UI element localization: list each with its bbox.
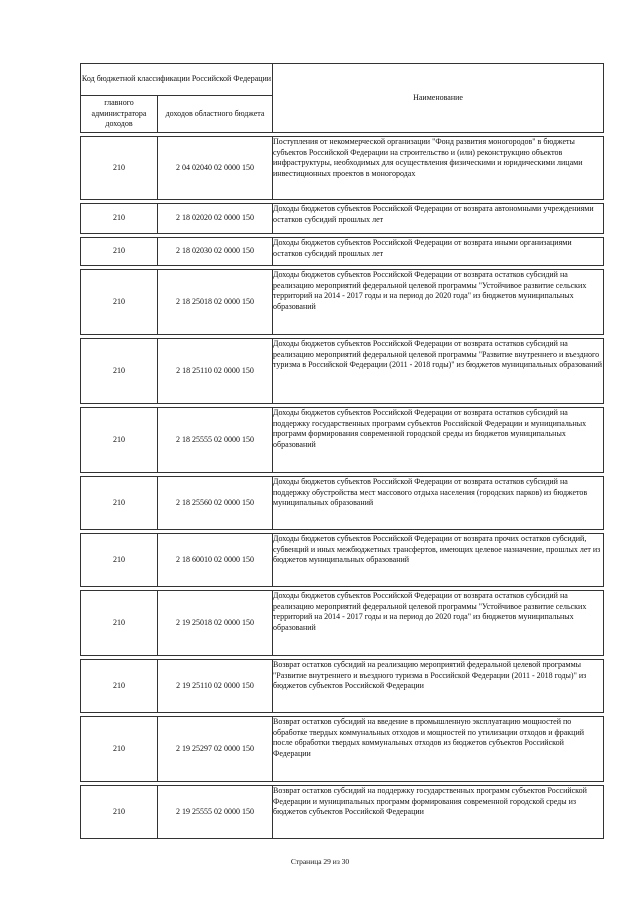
cell-revenue-name: Доходы бюджетов субъектов Российской Федерации от возврата остатков субсидий на реализацию мероприятий федеральной целевой программы "Устойчивое развитие сельских территорий на 2014 - 2017 годы и на период до 2020 года" из бюджетов муниципальных образований bbox=[273, 591, 604, 656]
cell-revenue-name: Возврат остатков субсидий на поддержку государственных программ субъектов Российской Федерации и муниципальных программ формирования современной городской среды из бюджетов субъектов Российской Федерации bbox=[273, 786, 604, 839]
cell-admin-code: 210 bbox=[81, 660, 158, 713]
cell-revenue-name: Доходы бюджетов субъектов Российской Федерации от возврата прочих остатков субсидий, субвенций и иных межбюджетных трансфертов, имеющих целевое назначение, прошлых лет из бюджетов муниципальных образований bbox=[273, 534, 604, 587]
table-body bbox=[81, 133, 604, 839]
cell-revenue-name: Доходы бюджетов субъектов Российской Федерации от возврата остатков субсидий на поддержку обустройства мест массового отдыха населения (городских парков) из бюджетов муниципальных образований bbox=[273, 477, 604, 530]
header-budget-code-group: Код бюджетной классификации Российской Федерации bbox=[81, 64, 273, 96]
header-regional-revenue: доходов областного бюджета bbox=[158, 96, 273, 133]
cell-revenue-code: 2 18 25560 02 0000 150 bbox=[158, 477, 273, 530]
cell-admin-code: 210 bbox=[81, 204, 158, 234]
cell-admin-code: 210 bbox=[81, 339, 158, 404]
cell-revenue-code: 2 18 25555 02 0000 150 bbox=[158, 408, 273, 473]
cell-revenue-name: Поступления от некоммерческой организации "Фонд развития моногородов" в бюджеты субъектов Российской Федерации на строительство и (или) реконструкцию объектов инфраструктуры, необходимых для осуществления физическими и юридическими лицами инвестиционных проектов в моногородах bbox=[273, 137, 604, 200]
cell-revenue-name: Доходы бюджетов субъектов Российской Федерации от возврата остатков субсидий на поддержку государственных программ субъектов Российской Федерации и муниципальных программ формирования современной городской среды из бюджетов муниципальных образований bbox=[273, 408, 604, 473]
cell-admin-code: 210 bbox=[81, 270, 158, 335]
cell-revenue-name: Возврат остатков субсидий на реализацию мероприятий федеральной целевой программы "Развитие внутреннего и въездного туризма в Российской Федерации (2011 - 2018 годы)" из бюджетов субъектов Российской Федерации bbox=[273, 660, 604, 713]
table-row bbox=[81, 238, 604, 266]
cell-revenue-code: 2 18 60010 02 0000 150 bbox=[158, 534, 273, 587]
cell-revenue-name: Доходы бюджетов субъектов Российской Федерации от возврата остатков субсидий на реализацию мероприятий федеральной целевой программы "Развитие внутреннего и въездного туризма в Российской Федерации (2011 - 2018 годы)" из бюджетов муниципальных образований bbox=[273, 339, 604, 404]
table-row bbox=[81, 339, 604, 404]
cell-revenue-code: 2 18 25110 02 0000 150 bbox=[158, 339, 273, 404]
table-row bbox=[81, 591, 604, 656]
page-number: Страница 29 из 30 bbox=[290, 857, 350, 866]
cell-revenue-code: 2 19 25297 02 0000 150 bbox=[158, 717, 273, 782]
table-row bbox=[81, 660, 604, 713]
cell-admin-code: 210 bbox=[81, 591, 158, 656]
cell-revenue-code: 2 19 25018 02 0000 150 bbox=[158, 591, 273, 656]
cell-revenue-name: Возврат остатков субсидий на введение в промышленную эксплуатацию мощностей по обработке твердых коммунальных отходов и мощностей по утилизации отходов и фракций после обработки твердых коммунальных отходов из бюджетов субъектов Российской Федерации bbox=[273, 717, 604, 782]
table-row bbox=[81, 204, 604, 234]
table-row bbox=[81, 408, 604, 473]
table-row bbox=[81, 717, 604, 782]
budget-classification-table bbox=[80, 63, 604, 839]
table-row bbox=[81, 786, 604, 839]
cell-revenue-code: 2 18 25018 02 0000 150 bbox=[158, 270, 273, 335]
table-row bbox=[81, 477, 604, 530]
cell-admin-code: 210 bbox=[81, 238, 158, 266]
cell-revenue-name: Доходы бюджетов субъектов Российской Федерации от возврата иными организациями остатков субсидий прошлых лет bbox=[273, 238, 604, 266]
cell-revenue-name: Доходы бюджетов субъектов Российской Федерации от возврата остатков субсидий на реализацию мероприятий федеральной целевой программы "Устойчивое развитие сельских территорий на 2014 - 2017 годы и на период до 2020 года" из бюджетов муниципальных образований bbox=[273, 270, 604, 335]
cell-admin-code: 210 bbox=[81, 137, 158, 200]
cell-revenue-name: Доходы бюджетов субъектов Российской Федерации от возврата автономными учреждениями остатков субсидий прошлых лет bbox=[273, 204, 604, 234]
cell-admin-code: 210 bbox=[81, 534, 158, 587]
cell-admin-code: 210 bbox=[81, 786, 158, 839]
table-row bbox=[81, 270, 604, 335]
cell-revenue-code: 2 18 02020 02 0000 150 bbox=[158, 204, 273, 234]
cell-revenue-code: 2 18 02030 02 0000 150 bbox=[158, 238, 273, 266]
header-name: Наименование bbox=[273, 64, 604, 133]
cell-admin-code: 210 bbox=[81, 477, 158, 530]
table-row bbox=[81, 137, 604, 200]
cell-revenue-code: 2 19 25110 02 0000 150 bbox=[158, 660, 273, 713]
cell-revenue-code: 2 04 02040 02 0000 150 bbox=[158, 137, 273, 200]
cell-admin-code: 210 bbox=[81, 717, 158, 782]
header-chief-administrator: главного администратора доходов bbox=[81, 96, 158, 133]
table-row bbox=[81, 534, 604, 587]
cell-revenue-code: 2 19 25555 02 0000 150 bbox=[158, 786, 273, 839]
cell-admin-code: 210 bbox=[81, 408, 158, 473]
